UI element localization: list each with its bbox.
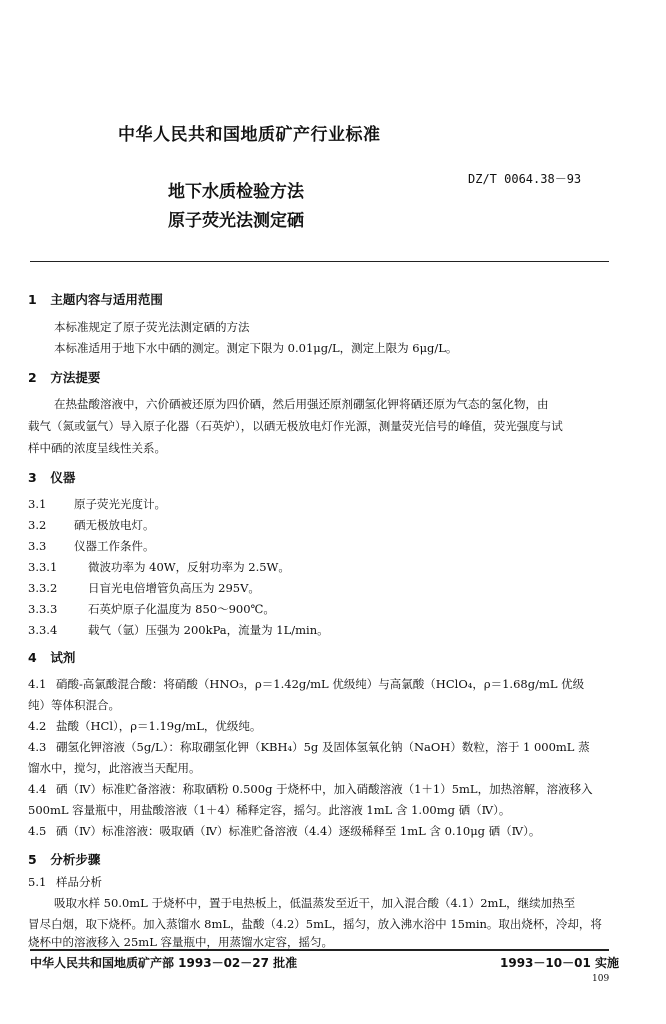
- list-item: [28, 781, 593, 797]
- bottom-rule: [30, 949, 609, 951]
- list-item: [28, 580, 260, 596]
- list-item: [28, 739, 590, 755]
- section-number: 5: [28, 852, 37, 867]
- item-number: 5.1: [28, 875, 47, 889]
- item-text: 载气（氩）压强为 200kPa，流量为 1L/min。: [88, 623, 329, 637]
- item-text: 硝酸-高氯酸混合酸：将硝酸（HNO₃，ρ＝1.42g/mL 优级纯）与高氯酸（HClO₄，ρ＝1.68g/mL 优级: [56, 677, 585, 691]
- item-number: 3.3.2: [28, 581, 58, 595]
- item-continuation: 纯）等体积混合。: [28, 698, 120, 712]
- item-text: 仪器工作条件。: [74, 539, 155, 553]
- item-text: 原子荧光光度计。: [74, 497, 166, 511]
- item-text: 微波功率为 40W，反射功率为 2.5W。: [88, 560, 290, 574]
- item-text: 石英炉原子化温度为 850～900℃。: [88, 602, 275, 616]
- item-text: 硒（Ⅳ）标准溶液：吸取硒（Ⅳ）标准贮备溶液（4.4）逐级稀释至 1mL 含 0.10μg 硒（Ⅳ）。: [56, 824, 541, 838]
- section-number: 4: [28, 650, 37, 665]
- section-2-heading: [28, 368, 100, 386]
- title-line-2: 原子荧光法测定硒: [168, 211, 304, 231]
- item-number: 4.4: [28, 782, 47, 796]
- list-item: [28, 559, 290, 575]
- item-text: 硒无极放电灯。: [74, 518, 155, 532]
- list-item: [28, 601, 275, 617]
- section-title: 主题内容与适用范围: [50, 292, 163, 307]
- list-item: [28, 496, 166, 512]
- paragraph-line: 吸取水样 50.0mL 于烧杯中，置于电热板上，低温蒸发至近干，加入混合酸（4.1）2mL，继续加热至: [54, 896, 576, 910]
- list-item: [28, 676, 584, 692]
- list-item: [28, 823, 540, 839]
- list-item: [28, 538, 155, 554]
- item-number: 3.2: [28, 518, 47, 532]
- item-number: 4.5: [28, 824, 47, 838]
- implementation-date: 1993－10－01 实施: [500, 956, 619, 970]
- item-text: 硒（Ⅳ）标准贮备溶液：称取硒粉 0.500g 于烧杯中，加入硝酸溶液（1＋1）5mL，加热溶解，溶液移入: [56, 782, 593, 796]
- section-title: 分析步骤: [50, 852, 101, 867]
- item-number: 3.3: [28, 539, 47, 553]
- item-number: 3.3.3: [28, 602, 58, 616]
- approval-date: 中华人民共和国地质矿产部 1993－02－27 批准: [30, 956, 298, 970]
- item-text: 日盲光电倍增管负高压为 295V。: [88, 581, 260, 595]
- section-number: 2: [28, 370, 37, 385]
- item-number: 3.3.4: [28, 623, 58, 637]
- section-4-heading: [28, 648, 75, 666]
- item-number: 4.3: [28, 740, 47, 754]
- org-header: 中华人民共和国地质矿产行业标准: [118, 125, 381, 145]
- item-text: 硼氢化钾溶液（5g/L）：称取硼氢化钾（KBH₄）5g 及固体氢氧化钠（NaOH）数粒，溶于 1 000mL 蒸: [56, 740, 590, 754]
- paragraph: 本标准适用于地下水中硒的测定。测定下限为 0.01μg/L，测定上限为 6μg/L。: [54, 341, 458, 355]
- section-title: 仪器: [50, 470, 76, 485]
- item-continuation: 馏水中，搅匀，此溶液当天配用。: [28, 761, 201, 775]
- list-item: [28, 517, 155, 533]
- paragraph-line: 在热盐酸溶液中，六价硒被还原为四价硒，然后用强还原剂硼氢化钾将硒还原为气态的氢化物，由: [54, 397, 549, 411]
- paragraph-line: 载气（氮或氩气）导入原子化器（石英炉），以硒无极放电灯作光源，测量荧光信号的峰值，荧光强度与试: [28, 419, 563, 433]
- section-title: 试剂: [50, 650, 76, 665]
- section-1-heading: [28, 290, 163, 308]
- list-item: [28, 718, 261, 734]
- item-number: 4.1: [28, 677, 47, 691]
- list-item: [28, 622, 329, 638]
- paragraph: 本标准规定了原子荧光法测定硒的方法: [54, 320, 250, 334]
- section-number: 3: [28, 470, 37, 485]
- item-number: 4.2: [28, 719, 47, 733]
- item-number: 3.3.1: [28, 560, 58, 574]
- page-number: 109: [592, 974, 610, 984]
- item-number: 3.1: [28, 497, 47, 511]
- paragraph-line: 烧杯中的溶液移入 25mL 容量瓶中，用蒸馏水定容，摇匀。: [28, 935, 333, 949]
- standard-code: DZ/T 0064.38－93: [468, 172, 582, 186]
- subsection-heading: [28, 874, 102, 890]
- section-number: 1: [28, 292, 37, 307]
- item-text: 样品分析: [56, 875, 102, 889]
- item-text: 盐酸（HCl），ρ＝1.19g/mL，优级纯。: [56, 719, 262, 733]
- title-line-1: 地下水质检验方法: [168, 182, 304, 202]
- paragraph-line: 冒尽白烟，取下烧杯。加入蒸馏水 8mL，盐酸（4.2）5mL，摇匀，放入沸水浴中 15min。取出烧杯，冷却，将: [28, 917, 602, 931]
- item-continuation: 500mL 容量瓶中，用盐酸溶液（1＋4）稀释定容，摇匀。此溶液 1mL 含 1.00mg 硒（Ⅳ）。: [28, 803, 511, 817]
- top-rule: [30, 261, 609, 262]
- paragraph-line: 样中硒的浓度呈线性关系。: [28, 441, 166, 455]
- section-3-heading: [28, 468, 75, 486]
- section-title: 方法提要: [50, 370, 101, 385]
- section-5-heading: [28, 850, 100, 868]
